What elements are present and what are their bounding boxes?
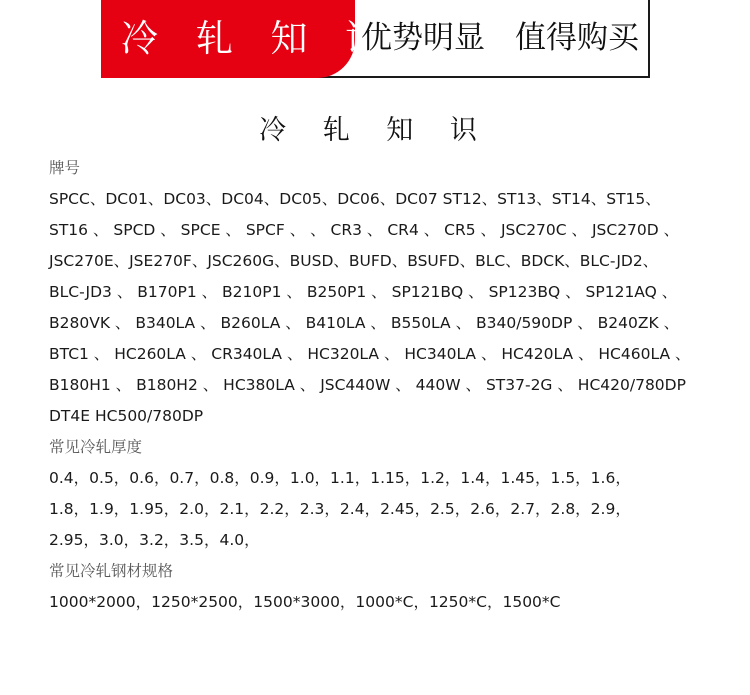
grades-heading: 牌号 [49,159,81,177]
header-banner [101,0,650,78]
page-title: 冷 轧 知 识 [259,115,491,146]
specs-line: 1000*2000，1250*2500，1500*3000，1000*C，1250*C，1500*C [49,593,561,611]
banner-slogan [361,0,639,76]
banner-label: 冷 轧 知 识 [101,0,355,78]
slogan-advantage: 优势明显 [361,20,485,56]
grades-line: DT4E HC500/780DP [49,407,204,425]
grades-line: ST16 、 SPCD 、 SPCE 、 SPCF 、 、 CR3 、 CR4 、 CR5 、 JSC270C 、 JSC270D 、 [49,221,680,239]
thickness-line: 1.8，1.9，1.95，2.0，2.1，2.2，2.3，2.4，2.45，2.5，2.6，2.7，2.8，2.9， [49,500,631,518]
article-body [49,153,729,618]
specs-heading: 常见冷轧钢材规格 [49,562,174,580]
thickness-heading: 常见冷轧厚度 [49,438,143,456]
grades-line: BLC-JD3 、 B170P1 、 B210P1 、 B250P1 、 SP121BQ 、 SP123BQ 、 SP121AQ 、 [49,283,678,301]
thickness-line: 2.95，3.0，3.2，3.5，4.0， [49,531,260,549]
grades-line: SPCC、DC01、DC03、DC04、DC05、DC06、DC07 ST12、ST13、ST14、ST15、 [49,190,661,208]
grades-line: JSC270E、JSE270F、JSC260G、BUSD、BUFD、BSUFD、BLC、BDCK、BLC-JD2、 [49,252,659,270]
grades-line: B180H1 、 B180H2 、 HC380LA 、 JSC440W 、 440W 、 ST37-2G 、 HC420/780DP [49,376,686,394]
slogan-worth-buying: 值得购买 [515,20,639,56]
grades-line: B280VK 、 B340LA 、 B260LA 、 B410LA 、 B550LA 、 B340/590DP 、 B240ZK 、 [49,314,680,332]
grades-line: BTC1 、 HC260LA 、 CR340LA 、 HC320LA 、 HC340LA 、 HC420LA 、 HC460LA 、 [49,345,691,363]
thickness-line: 0.4，0.5，0.6，0.7，0.8，0.9，1.0，1.1，1.15，1.2，1.4，1.45，1.5，1.6， [49,469,631,487]
